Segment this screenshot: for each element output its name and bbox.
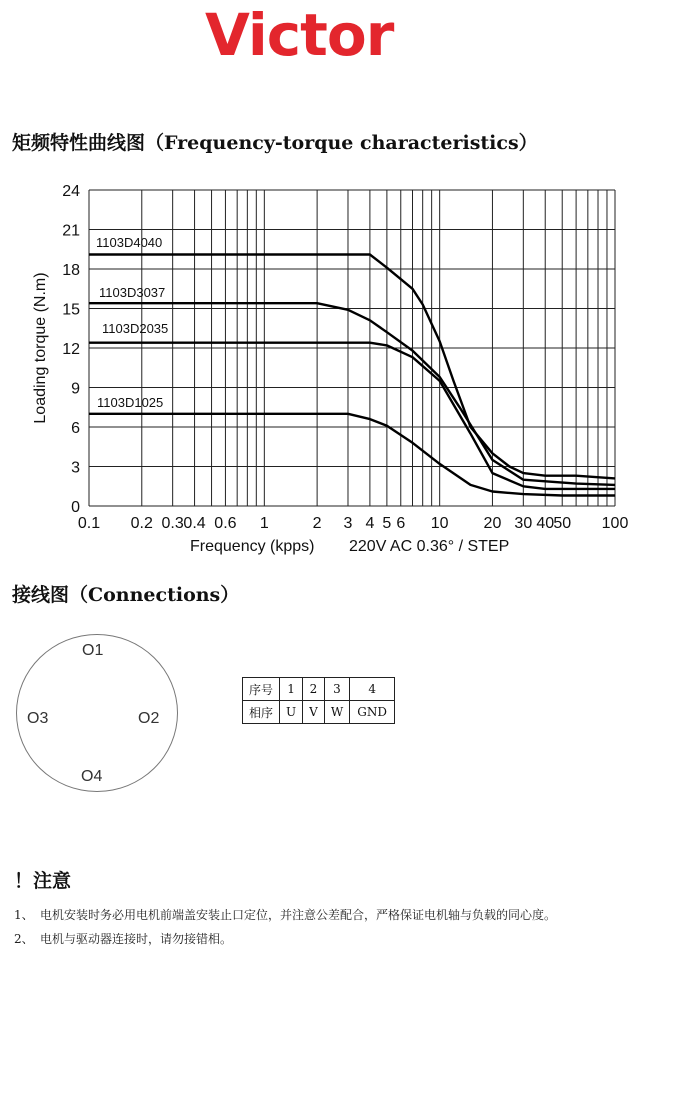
x-tick-label: 20 — [483, 515, 502, 532]
x-axis-label: Frequency (kpps) — [190, 538, 315, 555]
x-axis-voltage-note: 220V AC 0.36° / STEP — [349, 538, 510, 555]
curve-label-1103D2035: 1103D2035 — [102, 321, 169, 336]
table-row — [243, 678, 395, 701]
note-number: 1、 — [14, 908, 34, 922]
y-tick-label: 9 — [71, 380, 80, 398]
pin-o2-label: O2 — [138, 710, 160, 727]
note-item — [14, 906, 556, 923]
table-cell: 3 — [324, 678, 349, 701]
y-tick-label: 24 — [62, 183, 80, 200]
note-number: 2、 — [14, 932, 34, 946]
table-cell: GND — [350, 701, 395, 724]
curve-label-1103D4040: 1103D4040 — [96, 235, 163, 250]
x-tick-label: 10 — [430, 515, 449, 532]
torque-curve-1103D4040 — [89, 255, 615, 479]
x-tick-label: 5 — [382, 515, 392, 532]
y-tick-label: 15 — [62, 301, 80, 319]
x-tick-label: 1 — [259, 515, 269, 532]
x-tick-label: 40 — [536, 515, 555, 532]
curve-label-1103D1025: 1103D1025 — [97, 395, 164, 410]
x-tick-label: 6 — [396, 515, 406, 532]
table-cell: W — [324, 701, 349, 724]
x-tick-label: 0.3 — [161, 515, 184, 532]
pin-o3-label: O3 — [27, 710, 49, 727]
x-tick-label: 3 — [343, 515, 353, 532]
x-tick-label: 4 — [365, 515, 375, 532]
table-cell: 相序 — [243, 701, 280, 724]
y-tick-label: 12 — [62, 341, 80, 358]
victor-logo: Victor — [205, 1, 394, 69]
y-tick-label: 6 — [71, 420, 80, 437]
table-cell: 序号 — [243, 678, 280, 701]
x-tick-label: 100 — [601, 515, 629, 532]
x-tick-label: 0.2 — [130, 515, 153, 532]
torque-section-title: 矩频特性曲线图（Frequency-torque characteristics） — [12, 132, 538, 154]
y-tick-label: 18 — [62, 262, 80, 279]
note-text: 电机安装时务必用电机前端盖安装止口定位，并注意公差配合，严格保证电机轴与负载的同心度。 — [40, 908, 557, 922]
table-cell: 1 — [280, 678, 303, 701]
curve-label-1103D3037: 1103D3037 — [99, 285, 166, 300]
table-cell: 4 — [350, 678, 395, 701]
torque-curve-1103D1025 — [89, 414, 615, 496]
notes-title: ！注意 — [14, 870, 72, 892]
table-cell: U — [280, 701, 303, 724]
x-tick-label: 2 — [312, 515, 322, 532]
y-tick-label: 21 — [62, 222, 80, 240]
x-tick-label: 0.4 — [183, 515, 206, 532]
x-tick-label: 0.6 — [214, 515, 237, 532]
y-axis-label: Loading torque (N.m) — [32, 272, 49, 424]
y-tick-label: 0 — [71, 499, 80, 516]
note-text: 电机与驱动器连接时，请勿接错相。 — [40, 932, 233, 946]
connections-section-title: 接线图（Connections） — [12, 584, 240, 606]
x-tick-label: 30 — [514, 515, 533, 532]
y-tick-label: 3 — [71, 459, 80, 477]
note-item — [14, 930, 232, 947]
table-cell: 2 — [303, 678, 325, 701]
pin-o4-label: O4 — [81, 768, 103, 785]
x-tick-label: 0.1 — [77, 515, 101, 532]
table-row — [243, 701, 395, 724]
x-tick-label: 50 — [553, 515, 572, 532]
pin-o1-label: O1 — [82, 642, 104, 659]
wiring-table — [242, 677, 395, 724]
frequency-torque-chart — [0, 170, 680, 570]
table-cell: V — [303, 701, 325, 724]
